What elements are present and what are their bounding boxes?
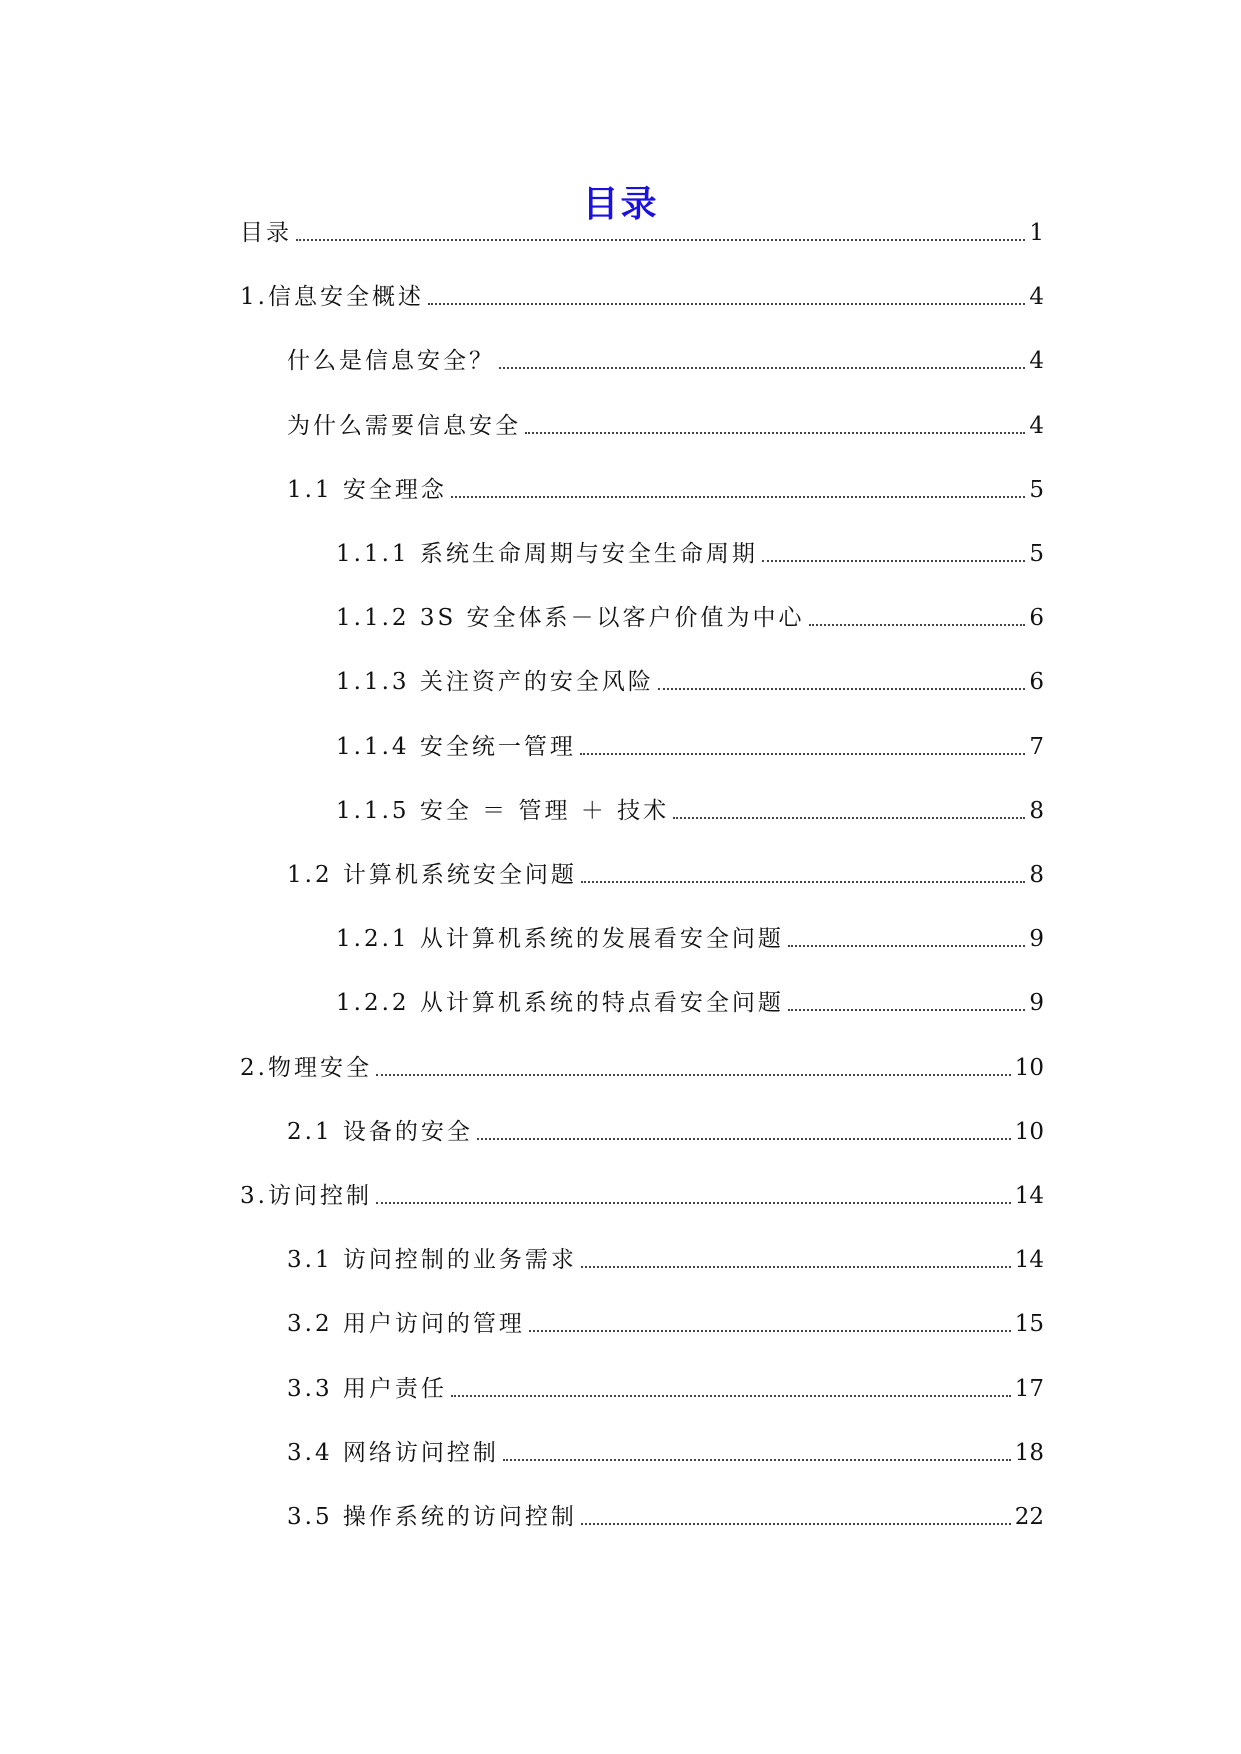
toc-title: 目录 bbox=[582, 184, 659, 226]
toc-dot-leader bbox=[581, 1523, 1011, 1525]
toc-entry[interactable] bbox=[336, 663, 1044, 697]
toc-entry-label: 1.1.2 3S 安全体系－以客户价值为中心 bbox=[336, 605, 805, 632]
toc-page-number: 18 bbox=[1014, 1439, 1044, 1466]
toc-page-number: 7 bbox=[1029, 733, 1044, 760]
toc-page-number: 5 bbox=[1029, 541, 1044, 567]
toc-page-number: 8 bbox=[1029, 797, 1044, 824]
toc-entry-label: 1.2.1 从计算机系统的发展看安全问题 bbox=[336, 926, 784, 953]
toc-dot-leader bbox=[499, 367, 1025, 369]
toc-dot-leader bbox=[451, 496, 1025, 498]
toc-dot-leader bbox=[673, 817, 1025, 819]
toc-entry[interactable] bbox=[287, 1113, 1044, 1147]
toc-dot-leader bbox=[376, 1074, 1011, 1076]
toc-entry[interactable] bbox=[336, 535, 1044, 569]
toc-dot-leader bbox=[788, 945, 1026, 947]
toc-page-number: 1 bbox=[1029, 220, 1044, 246]
toc-page-number: 4 bbox=[1029, 412, 1044, 439]
toc-page-number: 15 bbox=[1014, 1311, 1044, 1338]
toc-entry[interactable] bbox=[240, 278, 1044, 312]
toc-entry-label: 3.1 访问控制的业务需求 bbox=[287, 1247, 577, 1274]
toc-entry-label: 3.2 用户访问的管理 bbox=[287, 1311, 525, 1338]
toc-entry-label: 1.2 计算机系统安全问题 bbox=[287, 862, 577, 888]
toc-entry[interactable] bbox=[336, 792, 1044, 826]
toc-dot-leader bbox=[658, 688, 1026, 690]
toc-entry[interactable] bbox=[287, 1498, 1044, 1532]
toc-entry[interactable] bbox=[287, 471, 1044, 505]
toc-entry[interactable] bbox=[287, 407, 1044, 441]
toc-page-number: 6 bbox=[1029, 669, 1044, 696]
toc-entry[interactable] bbox=[287, 856, 1044, 890]
toc-entry[interactable] bbox=[287, 342, 1044, 376]
toc-dot-leader bbox=[503, 1459, 1011, 1461]
toc-entry[interactable] bbox=[336, 984, 1044, 1018]
toc-entry-label: 3.5 操作系统的访问控制 bbox=[287, 1504, 577, 1530]
toc-entry-label: 1.1.4 安全统一管理 bbox=[336, 733, 576, 760]
toc-page-number: 5 bbox=[1029, 476, 1044, 503]
toc-page-number: 4 bbox=[1029, 284, 1044, 311]
toc-entry[interactable] bbox=[240, 1049, 1044, 1083]
toc-dot-leader bbox=[376, 1202, 1011, 1204]
toc-page-number: 17 bbox=[1014, 1375, 1044, 1402]
toc-entry-label: 1.1.3 关注资产的安全风险 bbox=[336, 669, 654, 696]
toc-page-number: 6 bbox=[1029, 605, 1044, 632]
toc-page-number: 4 bbox=[1029, 348, 1044, 375]
toc-dot-leader bbox=[477, 1138, 1011, 1140]
toc-entry-label: 1.1.1 系统生命周期与安全生命周期 bbox=[336, 541, 758, 567]
toc-entry-label: 1.1 安全理念 bbox=[287, 476, 447, 503]
toc-entry-label: 1.2.2 从计算机系统的特点看安全问题 bbox=[336, 990, 784, 1017]
toc-entry-label: 为什么需要信息安全 bbox=[287, 412, 521, 439]
toc-page-number: 10 bbox=[1014, 1054, 1044, 1081]
toc-entry[interactable] bbox=[287, 1305, 1044, 1339]
toc-entry[interactable] bbox=[240, 214, 1044, 248]
toc-entry-label: 1.信息安全概述 bbox=[240, 284, 424, 311]
toc-entry[interactable] bbox=[336, 728, 1044, 762]
toc-entry-label: 3.4 网络访问控制 bbox=[287, 1439, 499, 1466]
toc-page-number: 8 bbox=[1029, 862, 1044, 888]
toc-dot-leader bbox=[529, 1330, 1011, 1332]
toc-page-number: 10 bbox=[1014, 1118, 1044, 1145]
toc-page-number: 9 bbox=[1029, 990, 1044, 1017]
toc-entry-label: 3.访问控制 bbox=[240, 1183, 372, 1209]
toc-page-number: 9 bbox=[1029, 926, 1044, 953]
toc-entry-label: 2.1 设备的安全 bbox=[287, 1118, 473, 1145]
toc-dot-leader bbox=[428, 303, 1025, 305]
toc-entry-label: 1.1.5 安全 ＝ 管理 ＋ 技术 bbox=[336, 797, 670, 824]
toc-entry[interactable] bbox=[336, 920, 1044, 954]
toc-dot-leader bbox=[525, 432, 1025, 434]
toc-dot-leader bbox=[809, 624, 1026, 626]
toc-dot-leader bbox=[788, 1009, 1026, 1011]
toc-entry[interactable] bbox=[240, 1177, 1044, 1211]
toc-entry[interactable] bbox=[287, 1434, 1044, 1468]
toc-entry-label: 3.3 用户责任 bbox=[287, 1375, 447, 1402]
toc-page-number: 14 bbox=[1014, 1247, 1044, 1274]
toc-dot-leader bbox=[581, 1266, 1011, 1268]
toc-entry[interactable] bbox=[287, 1370, 1044, 1404]
toc-page-number: 22 bbox=[1014, 1504, 1044, 1530]
toc-dot-leader bbox=[580, 753, 1026, 755]
toc-entry-label: 什么是信息安全？ bbox=[287, 348, 495, 375]
toc-dot-leader bbox=[581, 881, 1025, 883]
toc-dot-leader bbox=[296, 239, 1025, 241]
toc-entry[interactable] bbox=[336, 599, 1044, 633]
toc-entry[interactable] bbox=[287, 1241, 1044, 1275]
toc-entry-label: 目录 bbox=[240, 220, 292, 246]
toc-page-number: 14 bbox=[1014, 1183, 1044, 1209]
toc-dot-leader bbox=[762, 560, 1026, 562]
toc-entry-label: 2.物理安全 bbox=[240, 1054, 372, 1081]
toc-dot-leader bbox=[451, 1395, 1011, 1397]
